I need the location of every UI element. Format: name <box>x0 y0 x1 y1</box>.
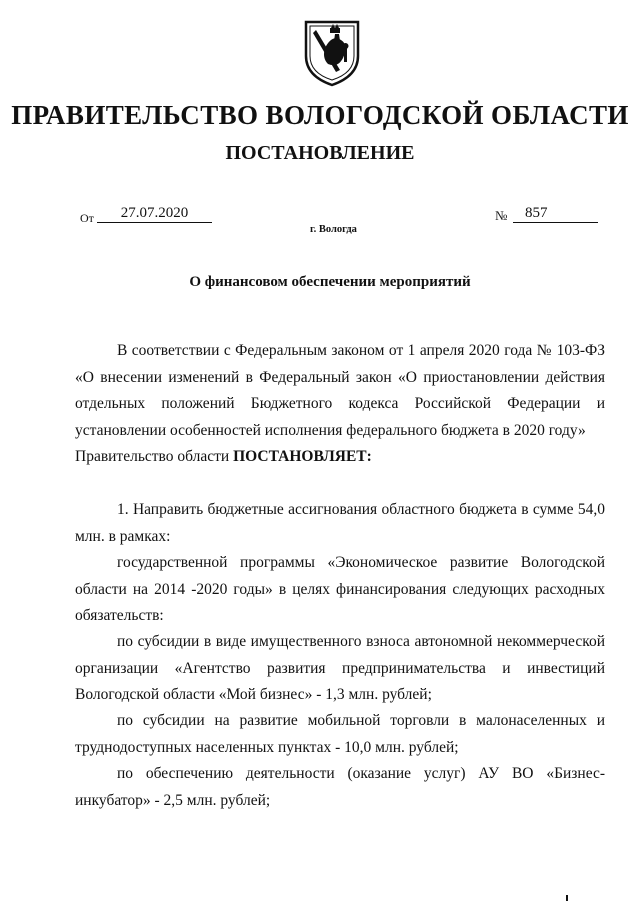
document-date: 27.07.2020 <box>97 204 212 223</box>
government-title: ПРАВИТЕЛЬСТВО ВОЛОГОДСКОЙ ОБЛАСТИ <box>11 100 629 130</box>
document-heading: О финансовом обеспечении мероприятий <box>189 274 471 290</box>
scan-mark <box>566 895 568 901</box>
item-2-paragraph: по субсидии на развитие мобильной торговли в малонаселенных и труднодоступных населенных пунктах - 10,0 млн. рублей; <box>75 712 605 756</box>
clause-1-paragraph: 1. Направить бюджетные ассигнования областного бюджета в сумме 54,0 млн. в рамках: <box>75 501 605 545</box>
preamble-paragraph <box>75 338 605 444</box>
resolve-prefix: Правительство области <box>75 448 230 465</box>
preamble-text: В соответствии с Федеральным законом от 1 апреля 2020 года № 103-ФЗ «О внесении изменений в Федеральный закон «О приостановлении действия отдельных положений Бюджетного кодекса Российской Федерации и установлении особенностей исполнения федерального бюджета в 2020 году» <box>75 342 605 439</box>
resolve-word: ПОСТАНОВЛЯЕТ: <box>233 448 372 465</box>
city-label: г. Вологда <box>310 224 357 235</box>
document-type: ПОСТАНОВЛЕНИЕ <box>225 142 415 164</box>
document-number: 857 <box>513 204 598 223</box>
number-prefix: № <box>495 208 508 223</box>
coat-of-arms-emblem <box>300 18 364 88</box>
item-1-paragraph: по субсидии в виде имущественного взноса автономной некоммерческой организации «Агентство развития предпринимательства и инвестиций Вологодской области «Мой бизнес» - 1,3 млн. рублей; <box>75 633 605 703</box>
resolve-line <box>75 444 605 471</box>
item-3-paragraph: по обеспечению деятельности (оказание услуг) АУ ВО «Бизнес-инкубатор» - 2,5 млн. рублей; <box>75 765 605 809</box>
date-prefix: От <box>80 211 94 225</box>
program-paragraph: государственной программы «Экономическое развитие Вологодской области на 2014 -2020 годы» в целях финансирования следующих расходных обязательств: <box>75 554 605 624</box>
